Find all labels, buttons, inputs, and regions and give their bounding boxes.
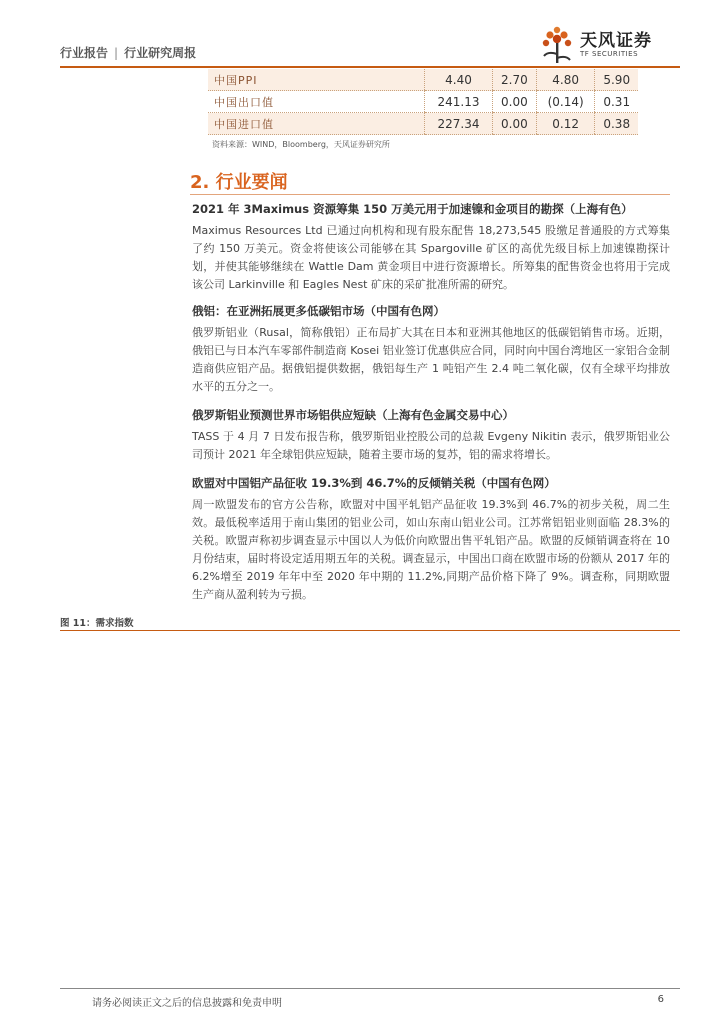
table-cell: 241.13 [425,91,493,113]
news-article [192,407,670,464]
row-label: 中国出口值 [208,91,425,113]
breadcrumb-weekly-report: 行业研究周报 [124,46,197,60]
section-divider [190,194,670,195]
news-article [192,201,670,294]
article-body: 周一欧盟发布的官方公告称，欧盟对中国平轧铝产品征收 19.3%到 46.7%的初步关税，周二生效。最低税率适用于南山集团的铝业公司，如山东南山铝业公司。江苏常铝铝业则面临 28.3%的关税。欧盟声称初步调查显示中国以人为低价向欧盟出售平轧铝产品。欧盟的反倾销调查将在 10 月份结束，届时将设定适用期五年的关税。调查显示，中国出口商在欧盟市场的份额从 2017 年的 6.2%增至 2019 年年中至 2020 年中期的 11.2%,同期产品价格下降了 9%。调查称，同期欧盟生产商从盈利转为亏损。 [192,498,670,601]
header-divider [60,66,680,68]
breadcrumb-separator: | [114,46,119,60]
breadcrumb [60,44,196,61]
figure-caption: 图 11：需求指数 [60,618,134,629]
logo-flower-icon [540,24,576,68]
page-number: 6 [657,994,664,1005]
logo-english-text: TF SECURITIES [580,50,639,58]
article-title: 俄铝：在亚洲拓展更多低碳铝市场（中国有色网） [192,304,445,318]
tf-securities-logo [540,24,680,68]
logo-chinese-text: 天风证券 [580,31,652,51]
table-cell: 0.12 [536,113,595,135]
table-cell: 0.31 [595,91,638,113]
table-cell: 0.00 [492,91,536,113]
footer-divider [60,988,680,989]
row-label: 中国进口值 [208,113,425,135]
article-title: 欧盟对中国铝产品征收 19.3%到 46.7%的反倾销关税（中国有色网） [192,476,556,490]
article-title: 2021 年 3Maximus 资源筹集 150 万美元用于加速镍和金项目的勘探（上海有色） [192,202,633,216]
article-title: 俄罗斯铝业预测世界市场铝供应短缺（上海有色金属交易中心） [192,408,514,422]
table-cell: 5.90 [595,69,638,91]
table-row [208,69,638,91]
table-cell: 4.80 [536,69,595,91]
row-label: 中国PPI [208,69,425,91]
article-body: Maximus Resources Ltd 已通过向机构和现有股东配售 18,273,545 股缴足普通股的方式筹集了约 150 万美元。资金将使该公司能够在其 Spargoville 矿区的高优先级目标上加速镍勘探计划，并使其能够继续在 Wattle Dam 黄金项目中进行资源增长。所筹集的配售资金也将用于完成该公司 Larkinville 和 Eagles Nest 矿床的采矿批准所需的研究。 [192,224,670,291]
news-article [192,475,670,604]
table-row [208,113,638,135]
table-cell: 0.38 [595,113,638,135]
section-title: 2. 行业要闻 [190,172,288,193]
figure-divider [60,630,680,631]
table-cell: 227.34 [425,113,493,135]
table-source-note: 资料来源：WIND，Bloomberg，天风证券研究所 [212,140,390,149]
page-header [60,31,680,68]
table-cell: 4.40 [425,69,493,91]
breadcrumb-industry-report: 行业报告 [60,46,109,60]
news-article [192,303,670,396]
table-cell: 2.70 [492,69,536,91]
table-cell: 0.00 [492,113,536,135]
table-cell-negative: (0.14) [536,91,595,113]
article-body: 俄罗斯铝业（Rusal，简称俄铝）正布局扩大其在日本和亚洲其他地区的低碳铝销售市场。近期，俄铝已与日本汽车零部件制造商 Kosei 铝业签订优惠供应合同，同时向中国台湾地区一家铝合金制造商供应铝产品。据俄铝提供数据，俄铝每生产 1 吨铝产生 2.4 吨二氧化碳，仅有全球平均排放水平的五分之一。 [192,326,670,393]
macro-data-table [208,69,638,135]
article-body: TASS 于 4 月 7 日发布报告称，俄罗斯铝业控股公司的总裁 Evgeny Nikitin 表示，俄罗斯铝业公司预计 2021 年全球铝供应短缺，随着主要市场的复苏，铝的需求将增长。 [192,430,670,461]
footer-disclaimer: 请务必阅读正文之后的信息披露和免责申明 [92,998,282,1009]
table-row [208,91,638,113]
